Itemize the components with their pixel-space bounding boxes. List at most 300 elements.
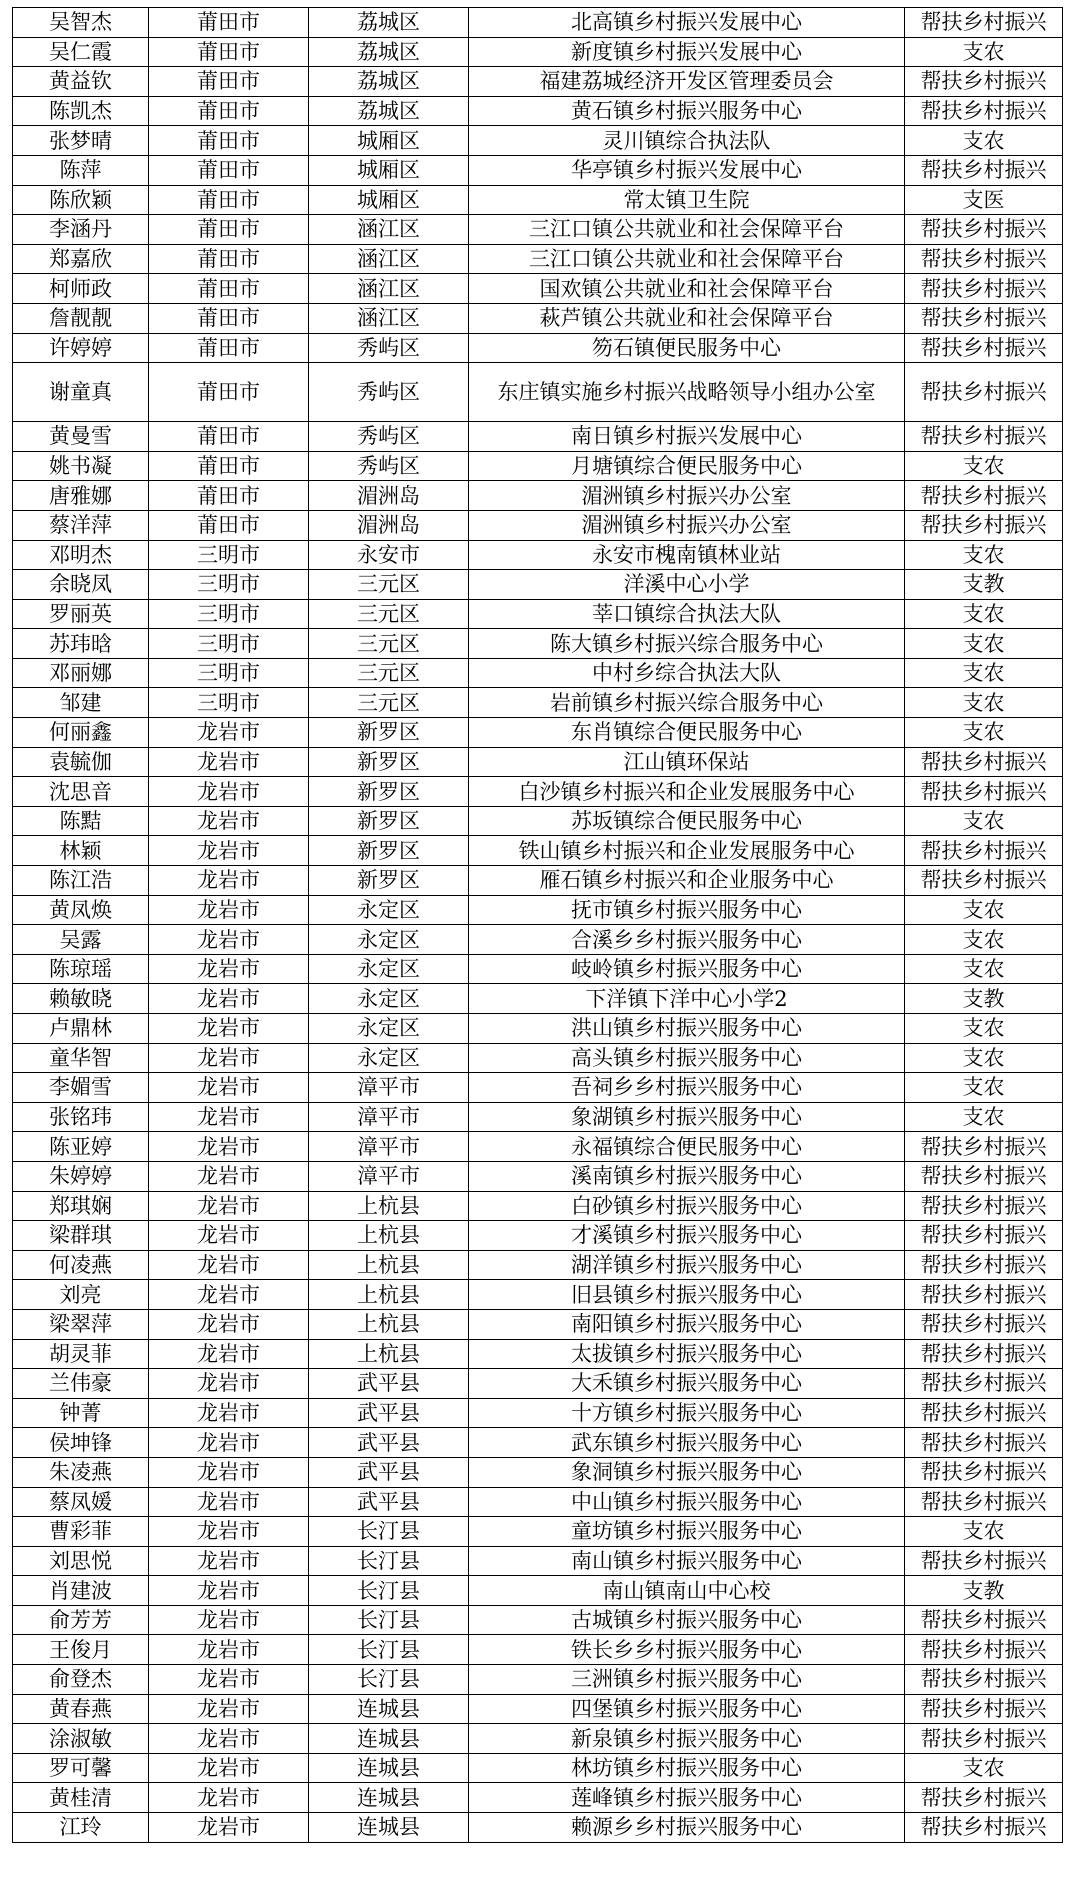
service-type-cell: 帮扶乡村振兴 [905,1546,1063,1576]
unit-cell: 武东镇乡村振兴服务中心 [469,1428,905,1458]
table-row [13,777,1063,807]
name-cell: 苏玮晗 [13,629,149,659]
name-cell: 何丽鑫 [13,718,149,748]
district-cell: 新罗区 [309,747,469,777]
district-cell: 上杭县 [309,1309,469,1339]
service-type-cell: 支农 [905,1014,1063,1044]
district-cell: 武平县 [309,1457,469,1487]
district-cell: 城厢区 [309,155,469,185]
service-type-cell: 支教 [905,570,1063,600]
service-type-cell: 帮扶乡村振兴 [905,1428,1063,1458]
service-type-cell: 帮扶乡村振兴 [905,303,1063,333]
name-cell: 刘思悦 [13,1546,149,1576]
unit-cell: 合溪乡乡村振兴服务中心 [469,925,905,955]
district-cell: 漳平市 [309,1132,469,1162]
city-cell: 龙岩市 [149,1161,309,1191]
city-cell: 龙岩市 [149,1457,309,1487]
city-cell: 龙岩市 [149,1309,309,1339]
service-type-cell: 帮扶乡村振兴 [905,510,1063,540]
district-cell: 新罗区 [309,866,469,896]
unit-cell: 铁山镇乡村振兴和企业发展服务中心 [469,836,905,866]
unit-cell: 黄石镇乡村振兴服务中心 [469,96,905,126]
unit-cell: 林坊镇乡村振兴服务中心 [469,1753,905,1783]
table-row [13,363,1063,422]
unit-cell: 四堡镇乡村振兴服务中心 [469,1694,905,1724]
city-cell: 三明市 [149,629,309,659]
table-row [13,1250,1063,1280]
table-row [13,126,1063,156]
unit-cell: 白砂镇乡村振兴服务中心 [469,1191,905,1221]
assignment-table [12,7,1063,1843]
unit-cell: 国欢镇公共就业和社会保障平台 [469,274,905,304]
city-cell: 莆田市 [149,333,309,363]
city-cell: 莆田市 [149,185,309,215]
district-cell: 漳平市 [309,1073,469,1103]
name-cell: 黄春燕 [13,1694,149,1724]
table-row [13,333,1063,363]
service-type-cell: 帮扶乡村振兴 [905,1665,1063,1695]
unit-cell: 福建荔城经济开发区管理委员会 [469,67,905,97]
district-cell: 上杭县 [309,1221,469,1251]
name-cell: 俞芳芳 [13,1605,149,1635]
service-type-cell: 帮扶乡村振兴 [905,67,1063,97]
name-cell: 陈江浩 [13,866,149,896]
name-cell: 蔡凤媛 [13,1487,149,1517]
unit-cell: 南阳镇乡村振兴服务中心 [469,1309,905,1339]
table-row [13,895,1063,925]
city-cell: 龙岩市 [149,1635,309,1665]
table-row [13,1546,1063,1576]
unit-cell: 岩前镇乡村振兴综合服务中心 [469,688,905,718]
service-type-cell: 帮扶乡村振兴 [905,1783,1063,1813]
service-type-cell: 支农 [905,1073,1063,1103]
city-cell: 龙岩市 [149,1783,309,1813]
district-cell: 永定区 [309,954,469,984]
unit-cell: 太拔镇乡村振兴服务中心 [469,1339,905,1369]
table-row [13,688,1063,718]
district-cell: 长汀县 [309,1517,469,1547]
unit-cell: 三江口镇公共就业和社会保障平台 [469,215,905,245]
district-cell: 三元区 [309,570,469,600]
table-row [13,984,1063,1014]
unit-cell: 溪南镇乡村振兴服务中心 [469,1161,905,1191]
district-cell: 城厢区 [309,185,469,215]
service-type-cell: 帮扶乡村振兴 [905,1309,1063,1339]
city-cell: 龙岩市 [149,1014,309,1044]
table-row [13,866,1063,896]
service-type-cell: 帮扶乡村振兴 [905,1487,1063,1517]
table-row [13,747,1063,777]
district-cell: 长汀县 [309,1546,469,1576]
name-cell: 何凌燕 [13,1250,149,1280]
unit-cell: 旧县镇乡村振兴服务中心 [469,1280,905,1310]
unit-cell: 下洋镇下洋中心小学2 [469,984,905,1014]
name-cell: 邓丽娜 [13,658,149,688]
district-cell: 新罗区 [309,806,469,836]
city-cell: 龙岩市 [149,1605,309,1635]
unit-cell: 笏石镇便民服务中心 [469,333,905,363]
table-row [13,599,1063,629]
district-cell: 荔城区 [309,8,469,38]
service-type-cell: 支农 [905,954,1063,984]
name-cell: 朱婷婷 [13,1161,149,1191]
service-type-cell: 帮扶乡村振兴 [905,1813,1063,1843]
service-type-cell: 帮扶乡村振兴 [905,96,1063,126]
service-type-cell: 支农 [905,599,1063,629]
unit-cell: 新泉镇乡村振兴服务中心 [469,1724,905,1754]
table-row [13,215,1063,245]
city-cell: 龙岩市 [149,925,309,955]
name-cell: 侯坤锋 [13,1428,149,1458]
unit-cell: 童坊镇乡村振兴服务中心 [469,1517,905,1547]
service-type-cell: 支农 [905,629,1063,659]
service-type-cell: 支农 [905,1753,1063,1783]
name-cell: 邓明杰 [13,540,149,570]
city-cell: 莆田市 [149,422,309,452]
table-row [13,303,1063,333]
name-cell: 李涵丹 [13,215,149,245]
district-cell: 涵江区 [309,303,469,333]
table-row [13,658,1063,688]
district-cell: 上杭县 [309,1191,469,1221]
district-cell: 连城县 [309,1783,469,1813]
table-row [13,422,1063,452]
name-cell: 朱凌燕 [13,1457,149,1487]
service-type-cell: 支农 [905,126,1063,156]
unit-cell: 洪山镇乡村振兴服务中心 [469,1014,905,1044]
city-cell: 龙岩市 [149,1043,309,1073]
unit-cell: 中村乡综合执法大队 [469,658,905,688]
name-cell: 张梦晴 [13,126,149,156]
table-row [13,185,1063,215]
service-type-cell: 帮扶乡村振兴 [905,836,1063,866]
unit-cell: 南山镇南山中心校 [469,1576,905,1606]
district-cell: 涵江区 [309,244,469,274]
service-type-cell: 帮扶乡村振兴 [905,1191,1063,1221]
service-type-cell: 帮扶乡村振兴 [905,422,1063,452]
table-row [13,1014,1063,1044]
city-cell: 龙岩市 [149,806,309,836]
unit-cell: 象洞镇乡村振兴服务中心 [469,1457,905,1487]
service-type-cell: 支农 [905,1517,1063,1547]
table-row [13,540,1063,570]
unit-cell: 湄洲镇乡村振兴办公室 [469,510,905,540]
unit-cell: 常太镇卫生院 [469,185,905,215]
table-row [13,1339,1063,1369]
name-cell: 江玲 [13,1813,149,1843]
district-cell: 永定区 [309,984,469,1014]
city-cell: 龙岩市 [149,1369,309,1399]
table-row [13,1605,1063,1635]
name-cell: 梁群琪 [13,1221,149,1251]
district-cell: 长汀县 [309,1635,469,1665]
district-cell: 新罗区 [309,718,469,748]
city-cell: 莆田市 [149,67,309,97]
name-cell: 黄曼雪 [13,422,149,452]
city-cell: 龙岩市 [149,895,309,925]
name-cell: 罗可馨 [13,1753,149,1783]
name-cell: 余晓凤 [13,570,149,600]
unit-cell: 灵川镇综合执法队 [469,126,905,156]
city-cell: 龙岩市 [149,984,309,1014]
city-cell: 莆田市 [149,481,309,511]
city-cell: 龙岩市 [149,1517,309,1547]
name-cell: 郑嘉欣 [13,244,149,274]
city-cell: 龙岩市 [149,1339,309,1369]
unit-cell: 三洲镇乡村振兴服务中心 [469,1665,905,1695]
service-type-cell: 支农 [905,451,1063,481]
name-cell: 曹彩菲 [13,1517,149,1547]
unit-cell: 抚市镇乡村振兴服务中心 [469,895,905,925]
service-type-cell: 支农 [905,688,1063,718]
unit-cell: 才溪镇乡村振兴服务中心 [469,1221,905,1251]
name-cell: 李媚雪 [13,1073,149,1103]
table-row [13,1369,1063,1399]
table-row [13,510,1063,540]
city-cell: 莆田市 [149,244,309,274]
unit-cell: 岐岭镇乡村振兴服务中心 [469,954,905,984]
city-cell: 莆田市 [149,215,309,245]
unit-cell: 湖洋镇乡村振兴服务中心 [469,1250,905,1280]
name-cell: 陈亚婷 [13,1132,149,1162]
name-cell: 吴露 [13,925,149,955]
name-cell: 赖敏晓 [13,984,149,1014]
unit-cell: 莘口镇综合执法大队 [469,599,905,629]
city-cell: 莆田市 [149,303,309,333]
service-type-cell: 帮扶乡村振兴 [905,1635,1063,1665]
service-type-cell: 帮扶乡村振兴 [905,1694,1063,1724]
city-cell: 三明市 [149,688,309,718]
city-cell: 龙岩市 [149,866,309,896]
name-cell: 黄凤焕 [13,895,149,925]
service-type-cell: 帮扶乡村振兴 [905,1457,1063,1487]
assignment-table-body [13,8,1063,1843]
service-type-cell: 支农 [905,540,1063,570]
district-cell: 三元区 [309,629,469,659]
name-cell: 袁毓伽 [13,747,149,777]
name-cell: 詹靓靓 [13,303,149,333]
table-row [13,570,1063,600]
name-cell: 邹建 [13,688,149,718]
city-cell: 龙岩市 [149,1102,309,1132]
unit-cell: 南日镇乡村振兴发展中心 [469,422,905,452]
city-cell: 莆田市 [149,8,309,38]
district-cell: 荔城区 [309,37,469,67]
unit-cell: 陈大镇乡村振兴综合服务中心 [469,629,905,659]
unit-cell: 中山镇乡村振兴服务中心 [469,1487,905,1517]
service-type-cell: 支农 [905,1043,1063,1073]
table-row [13,806,1063,836]
name-cell: 肖建波 [13,1576,149,1606]
city-cell: 龙岩市 [149,777,309,807]
name-cell: 王俊月 [13,1635,149,1665]
table-row [13,1073,1063,1103]
district-cell: 长汀县 [309,1665,469,1695]
unit-cell: 月塘镇综合便民服务中心 [469,451,905,481]
name-cell: 陈欣颖 [13,185,149,215]
service-type-cell: 支农 [905,658,1063,688]
name-cell: 姚书凝 [13,451,149,481]
city-cell: 龙岩市 [149,1724,309,1754]
unit-cell: 湄洲镇乡村振兴办公室 [469,481,905,511]
unit-cell: 象湖镇乡村振兴服务中心 [469,1102,905,1132]
table-row [13,1309,1063,1339]
district-cell: 永定区 [309,895,469,925]
service-type-cell: 帮扶乡村振兴 [905,1605,1063,1635]
district-cell: 湄洲岛 [309,481,469,511]
city-cell: 莆田市 [149,510,309,540]
district-cell: 连城县 [309,1753,469,1783]
city-cell: 莆田市 [149,126,309,156]
district-cell: 连城县 [309,1813,469,1843]
district-cell: 漳平市 [309,1102,469,1132]
table-row [13,1576,1063,1606]
district-cell: 湄洲岛 [309,510,469,540]
district-cell: 秀屿区 [309,333,469,363]
city-cell: 龙岩市 [149,718,309,748]
table-row [13,481,1063,511]
service-type-cell: 帮扶乡村振兴 [905,1161,1063,1191]
service-type-cell: 帮扶乡村振兴 [905,274,1063,304]
city-cell: 莆田市 [149,155,309,185]
name-cell: 涂淑敏 [13,1724,149,1754]
city-cell: 莆田市 [149,274,309,304]
table-row [13,1517,1063,1547]
table-row [13,718,1063,748]
name-cell: 林颖 [13,836,149,866]
district-cell: 长汀县 [309,1576,469,1606]
district-cell: 武平县 [309,1369,469,1399]
name-cell: 陈黠 [13,806,149,836]
table-row [13,836,1063,866]
service-type-cell: 支农 [905,806,1063,836]
name-cell: 童华智 [13,1043,149,1073]
service-type-cell: 支农 [905,895,1063,925]
unit-cell: 永安市槐南镇林业站 [469,540,905,570]
service-type-cell: 帮扶乡村振兴 [905,1724,1063,1754]
service-type-cell: 帮扶乡村振兴 [905,1339,1063,1369]
table-row [13,67,1063,97]
city-cell: 龙岩市 [149,1428,309,1458]
name-cell: 刘亮 [13,1280,149,1310]
service-type-cell: 帮扶乡村振兴 [905,8,1063,38]
district-cell: 三元区 [309,688,469,718]
name-cell: 柯师政 [13,274,149,304]
table-row [13,1102,1063,1132]
district-cell: 涵江区 [309,274,469,304]
service-type-cell: 帮扶乡村振兴 [905,215,1063,245]
name-cell: 谢童真 [13,363,149,422]
table-row [13,244,1063,274]
table-row [13,1428,1063,1458]
service-type-cell: 帮扶乡村振兴 [905,155,1063,185]
name-cell: 郑琪娴 [13,1191,149,1221]
city-cell: 龙岩市 [149,1813,309,1843]
service-type-cell: 支教 [905,1576,1063,1606]
city-cell: 龙岩市 [149,836,309,866]
city-cell: 三明市 [149,540,309,570]
name-cell: 陈琼瑶 [13,954,149,984]
service-type-cell: 帮扶乡村振兴 [905,1250,1063,1280]
service-type-cell: 帮扶乡村振兴 [905,481,1063,511]
table-row [13,1487,1063,1517]
table-row [13,1132,1063,1162]
city-cell: 莆田市 [149,96,309,126]
name-cell: 陈凯杰 [13,96,149,126]
table-row [13,1191,1063,1221]
table-row [13,274,1063,304]
table-row [13,96,1063,126]
table-row [13,1398,1063,1428]
name-cell: 张铭玮 [13,1102,149,1132]
table-row [13,1724,1063,1754]
district-cell: 永定区 [309,1014,469,1044]
district-cell: 武平县 [309,1398,469,1428]
table-row [13,451,1063,481]
name-cell: 钟菁 [13,1398,149,1428]
table-row [13,1280,1063,1310]
name-cell: 吴智杰 [13,8,149,38]
table-row [13,925,1063,955]
city-cell: 龙岩市 [149,1694,309,1724]
service-type-cell: 支农 [905,718,1063,748]
unit-cell: 东肖镇综合便民服务中心 [469,718,905,748]
district-cell: 上杭县 [309,1339,469,1369]
name-cell: 陈萍 [13,155,149,185]
table-row [13,629,1063,659]
unit-cell: 十方镇乡村振兴服务中心 [469,1398,905,1428]
city-cell: 龙岩市 [149,1132,309,1162]
unit-cell: 高头镇乡村振兴服务中心 [469,1043,905,1073]
district-cell: 荔城区 [309,96,469,126]
district-cell: 上杭县 [309,1280,469,1310]
city-cell: 龙岩市 [149,1753,309,1783]
table-row [13,1457,1063,1487]
name-cell: 胡灵菲 [13,1339,149,1369]
district-cell: 涵江区 [309,215,469,245]
unit-cell: 古城镇乡村振兴服务中心 [469,1605,905,1635]
city-cell: 三明市 [149,658,309,688]
name-cell: 蔡洋萍 [13,510,149,540]
unit-cell: 吾祠乡乡村振兴服务中心 [469,1073,905,1103]
table-row [13,1221,1063,1251]
service-type-cell: 支教 [905,984,1063,1014]
service-type-cell: 帮扶乡村振兴 [905,747,1063,777]
unit-cell: 萩芦镇公共就业和社会保障平台 [469,303,905,333]
unit-cell: 白沙镇乡村振兴和企业发展服务中心 [469,777,905,807]
city-cell: 莆田市 [149,451,309,481]
table-row [13,1635,1063,1665]
unit-cell: 新度镇乡村振兴发展中心 [469,37,905,67]
service-type-cell: 支农 [905,925,1063,955]
service-type-cell: 支农 [905,1102,1063,1132]
service-type-cell: 帮扶乡村振兴 [905,1398,1063,1428]
name-cell: 卢鼎林 [13,1014,149,1044]
name-cell: 兰伟豪 [13,1369,149,1399]
district-cell: 永定区 [309,1043,469,1073]
table-row [13,1753,1063,1783]
district-cell: 城厢区 [309,126,469,156]
district-cell: 连城县 [309,1724,469,1754]
service-type-cell: 支医 [905,185,1063,215]
service-type-cell: 支农 [905,37,1063,67]
name-cell: 俞登杰 [13,1665,149,1695]
city-cell: 龙岩市 [149,1221,309,1251]
city-cell: 龙岩市 [149,1250,309,1280]
unit-cell: 北高镇乡村振兴发展中心 [469,8,905,38]
district-cell: 秀屿区 [309,363,469,422]
table-row [13,1161,1063,1191]
